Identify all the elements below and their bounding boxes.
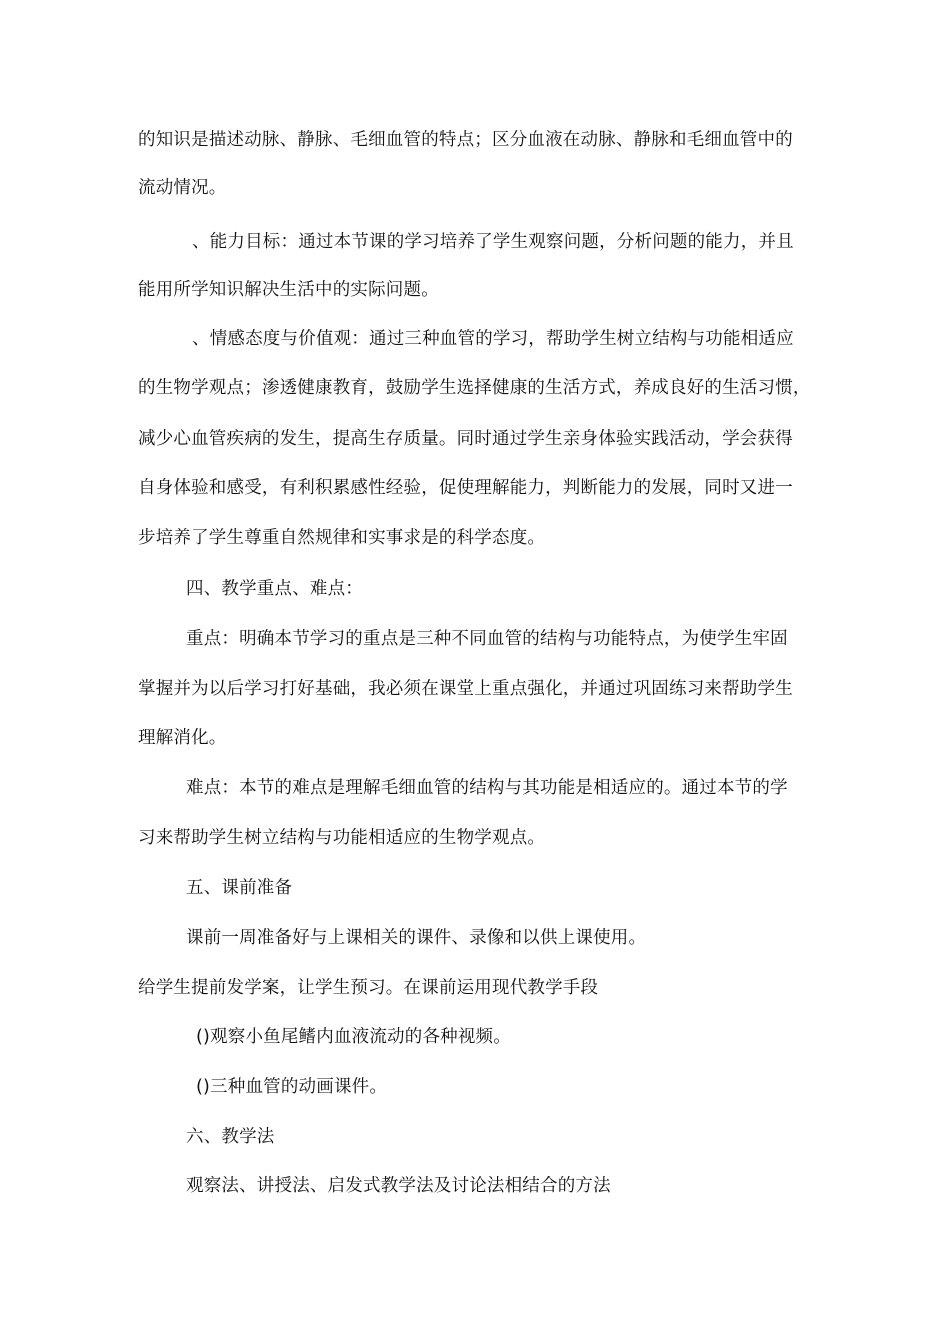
paragraph-line: 步培养了学生尊重自然规律和实事求是的科学态度。 bbox=[138, 528, 546, 548]
paragraph-line: 的生物学观点；渗透健康教育，鼓励学生选择健康的生活方式，养成良好的生活习惯， bbox=[138, 378, 811, 398]
paragraph-line: 的知识是描述动脉、静脉、毛细血管的特点；区分血液在动脉、静脉和毛细血管中的 bbox=[138, 130, 793, 150]
section-heading: 六、教学法 bbox=[186, 1127, 275, 1147]
list-item: ()观察小鱼尾鳍内血液流动的各种视频。 bbox=[196, 1027, 511, 1047]
paragraph-line: 习来帮助学生树立结构与功能相适应的生物学观点。 bbox=[138, 828, 546, 848]
paragraph-line: 掌握并为以后学习打好基础，我必须在课堂上重点强化，并通过巩固练习来帮助学生 bbox=[138, 679, 793, 699]
paragraph-line: 难点：本节的难点是理解毛细血管的结构与其功能是相适应的。通过本节的学 bbox=[186, 778, 788, 798]
section-heading: 四、教学重点、难点： bbox=[186, 579, 363, 599]
list-item: ()三种血管的动画课件。 bbox=[196, 1077, 388, 1097]
paragraph-line: 重点：明确本节学习的重点是三种不同血管的结构与功能特点，为使学生牢固 bbox=[186, 629, 788, 649]
paragraph-line: 能用所学知识解决生活中的实际问题。 bbox=[138, 280, 439, 300]
paragraph-line: 理解消化。 bbox=[138, 728, 227, 748]
paragraph-line: 自身体验和感受，有利积累感性经验，促使理解能力，判断能力的发展，同时又进一 bbox=[138, 478, 793, 498]
paragraph-line: 给学生提前发学案，让学生预习。在课前运用现代教学手段 bbox=[138, 978, 599, 998]
paragraph-line: 流动情况。 bbox=[138, 178, 227, 198]
paragraph-line: 课前一周准备好与上课相关的课件、录像和以供上课使用。 bbox=[186, 928, 647, 948]
paragraph-line: 、情感态度与价值观：通过三种血管的学习，帮助学生树立结构与功能相适应 bbox=[192, 329, 794, 349]
section-heading: 五、课前准备 bbox=[186, 878, 293, 898]
paragraph-line: 观察法、讲授法、启发式教学法及讨论法相结合的方法 bbox=[186, 1176, 611, 1196]
paragraph-line: 减少心血管疾病的发生，提高生存质量。同时通过学生亲身体验实践活动，学会获得 bbox=[138, 429, 793, 449]
paragraph-line: 、能力目标：通过本节课的学习培养了学生观察问题，分析问题的能力，并且 bbox=[192, 232, 794, 252]
